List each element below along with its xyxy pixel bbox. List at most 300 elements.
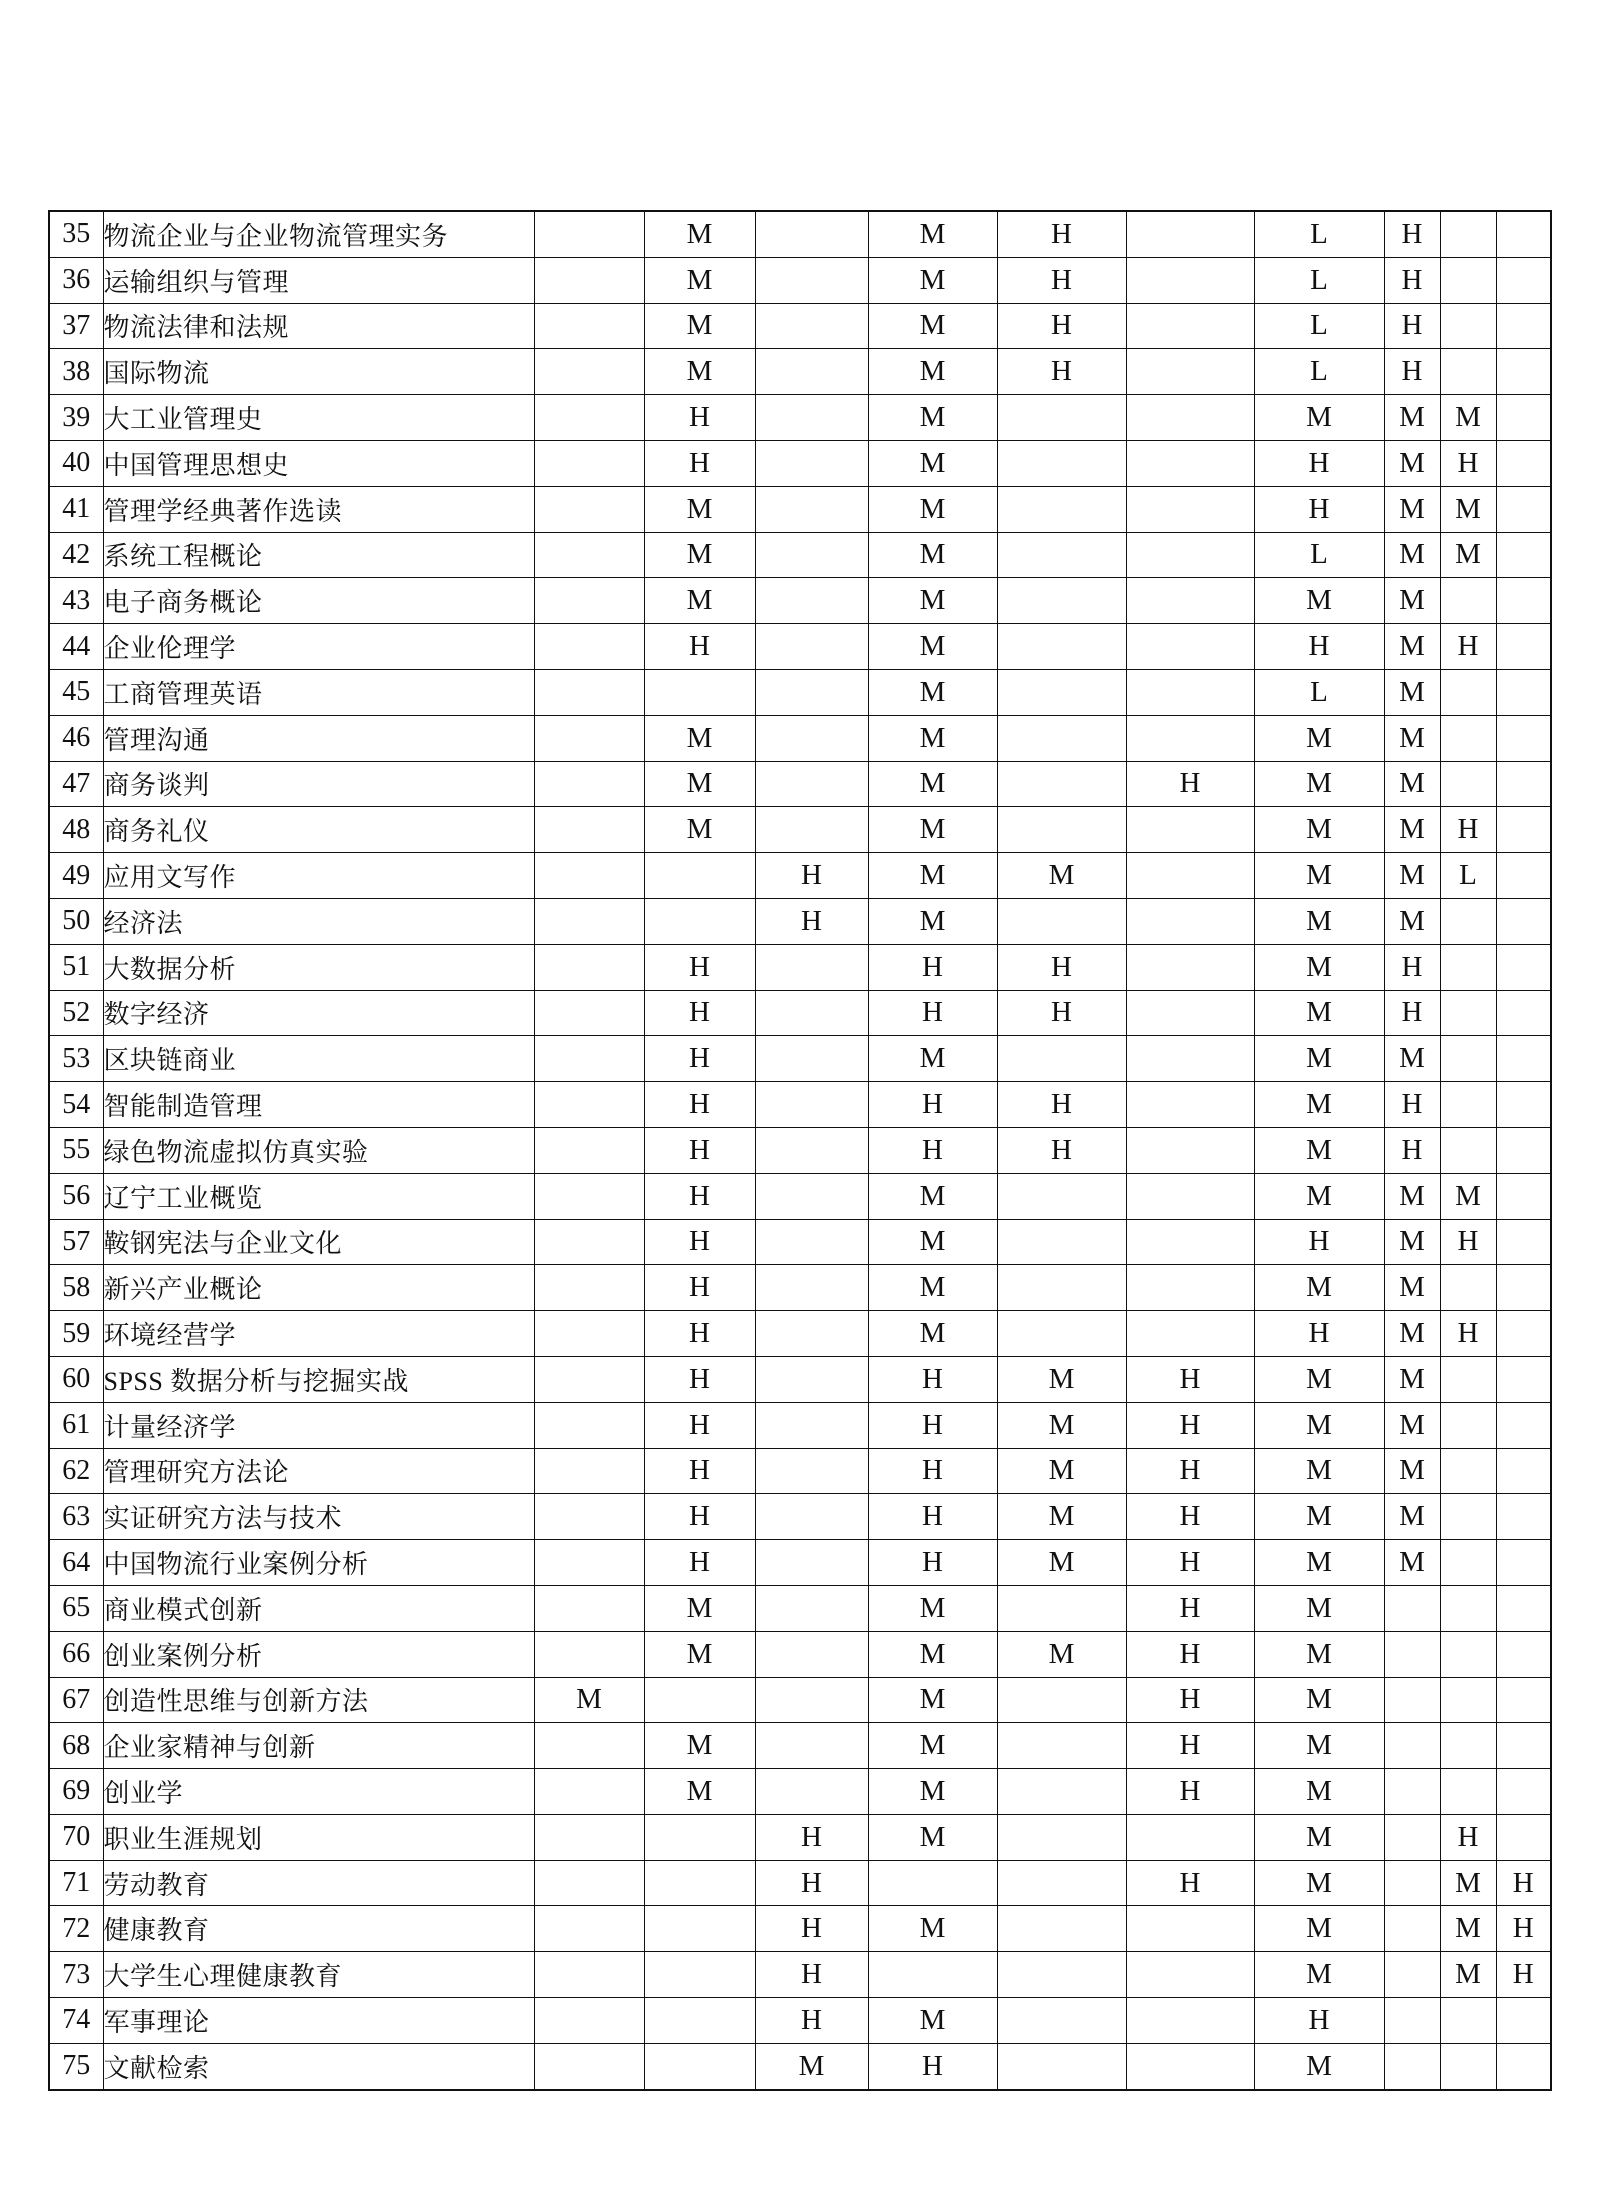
- level-cell: M: [644, 349, 755, 395]
- course-name-cell: 军事理论: [103, 1998, 534, 2044]
- level-cell: [997, 715, 1126, 761]
- row-number-cell: 49: [49, 853, 103, 899]
- level-cell: [997, 1036, 1126, 1082]
- level-cell: [1496, 669, 1551, 715]
- level-cell: H: [1384, 211, 1440, 257]
- level-cell: H: [755, 1814, 868, 1860]
- level-cell: M: [1384, 715, 1440, 761]
- course-name-cell: 物流法律和法规: [103, 303, 534, 349]
- level-cell: [1496, 1494, 1551, 1540]
- level-cell: [1126, 715, 1254, 761]
- level-cell: H: [1254, 624, 1384, 670]
- level-cell: M: [1254, 578, 1384, 624]
- level-cell: [1496, 1631, 1551, 1677]
- level-cell: [1126, 1952, 1254, 1998]
- table-row: [49, 1814, 1551, 1860]
- level-cell: M: [1384, 1219, 1440, 1265]
- course-name-cell: 电子商务概论: [103, 578, 534, 624]
- level-cell: [868, 1860, 997, 1906]
- course-name-cell: 商务礼仪: [103, 807, 534, 853]
- level-cell: H: [1384, 1082, 1440, 1128]
- table-row: [49, 1311, 1551, 1357]
- level-cell: [997, 1952, 1126, 1998]
- course-name-cell: 经济法: [103, 898, 534, 944]
- row-number-cell: 46: [49, 715, 103, 761]
- level-cell: [997, 1173, 1126, 1219]
- level-cell: [644, 1677, 755, 1723]
- row-number-cell: 36: [49, 257, 103, 303]
- level-cell: [997, 1860, 1126, 1906]
- level-cell: H: [997, 257, 1126, 303]
- level-cell: [1384, 1677, 1440, 1723]
- level-cell: [1126, 2043, 1254, 2089]
- row-number-cell: 56: [49, 1173, 103, 1219]
- level-cell: [755, 1723, 868, 1769]
- level-cell: M: [868, 1036, 997, 1082]
- table-row: [49, 1998, 1551, 2044]
- row-number-cell: 41: [49, 486, 103, 532]
- table-row: [49, 1127, 1551, 1173]
- level-cell: H: [1254, 1998, 1384, 2044]
- level-cell: [1440, 1448, 1496, 1494]
- table-row: [49, 349, 1551, 395]
- level-cell: H: [1384, 303, 1440, 349]
- row-number-cell: 51: [49, 944, 103, 990]
- level-cell: [534, 1952, 644, 1998]
- level-cell: M: [644, 1585, 755, 1631]
- level-cell: M: [1384, 761, 1440, 807]
- table-row: [49, 303, 1551, 349]
- level-cell: M: [868, 898, 997, 944]
- level-cell: [868, 1952, 997, 1998]
- table-row: [49, 669, 1551, 715]
- level-cell: [997, 1998, 1126, 2044]
- level-cell: M: [997, 1631, 1126, 1677]
- level-cell: H: [1384, 944, 1440, 990]
- level-cell: [1496, 1356, 1551, 1402]
- level-cell: [1126, 578, 1254, 624]
- row-number-cell: 74: [49, 1998, 103, 2044]
- level-cell: H: [644, 1265, 755, 1311]
- table-row: [49, 1906, 1551, 1952]
- level-cell: [1496, 2043, 1551, 2089]
- level-cell: [1126, 1311, 1254, 1357]
- level-cell: H: [1126, 1723, 1254, 1769]
- row-number-cell: 71: [49, 1860, 103, 1906]
- level-cell: M: [1254, 1906, 1384, 1952]
- table-row: [49, 1219, 1551, 1265]
- level-cell: H: [997, 990, 1126, 1036]
- level-cell: [1384, 1723, 1440, 1769]
- level-cell: [755, 669, 868, 715]
- level-cell: M: [1440, 395, 1496, 441]
- level-cell: M: [1254, 1677, 1384, 1723]
- level-cell: M: [1384, 440, 1440, 486]
- table-row: [49, 578, 1551, 624]
- level-cell: [534, 211, 644, 257]
- course-name-cell: 企业伦理学: [103, 624, 534, 670]
- level-cell: H: [1126, 1448, 1254, 1494]
- level-cell: H: [868, 1082, 997, 1128]
- row-number-cell: 35: [49, 211, 103, 257]
- row-number-cell: 73: [49, 1952, 103, 1998]
- level-cell: L: [1254, 669, 1384, 715]
- row-number-cell: 55: [49, 1127, 103, 1173]
- level-cell: [755, 1219, 868, 1265]
- level-cell: H: [868, 1494, 997, 1540]
- level-cell: [1440, 990, 1496, 1036]
- course-name-cell: 商务谈判: [103, 761, 534, 807]
- table-sheet: [48, 210, 1552, 2091]
- row-number-cell: 67: [49, 1677, 103, 1723]
- level-cell: M: [644, 486, 755, 532]
- level-cell: M: [868, 1173, 997, 1219]
- level-cell: M: [1384, 669, 1440, 715]
- level-cell: H: [1254, 440, 1384, 486]
- level-cell: [755, 532, 868, 578]
- level-cell: [1496, 1448, 1551, 1494]
- table-row: [49, 1173, 1551, 1219]
- level-cell: [534, 807, 644, 853]
- level-cell: H: [997, 349, 1126, 395]
- level-cell: M: [1254, 1448, 1384, 1494]
- level-cell: M: [868, 1723, 997, 1769]
- level-cell: [997, 1723, 1126, 1769]
- level-cell: [755, 257, 868, 303]
- level-cell: H: [644, 1127, 755, 1173]
- level-cell: M: [1254, 898, 1384, 944]
- table-row: [49, 395, 1551, 441]
- row-number-cell: 66: [49, 1631, 103, 1677]
- level-cell: [534, 1173, 644, 1219]
- row-number-cell: 69: [49, 1769, 103, 1815]
- level-cell: [644, 1906, 755, 1952]
- level-cell: H: [1126, 1356, 1254, 1402]
- level-cell: [1440, 2043, 1496, 2089]
- level-cell: [1440, 1494, 1496, 1540]
- table-row: [49, 257, 1551, 303]
- level-cell: [534, 1540, 644, 1586]
- row-number-cell: 53: [49, 1036, 103, 1082]
- level-cell: [1126, 1127, 1254, 1173]
- level-cell: [534, 578, 644, 624]
- level-cell: M: [868, 1311, 997, 1357]
- level-cell: [997, 2043, 1126, 2089]
- level-cell: [534, 303, 644, 349]
- level-cell: [534, 1814, 644, 1860]
- level-cell: [1440, 1356, 1496, 1402]
- level-cell: M: [1254, 761, 1384, 807]
- level-cell: [1126, 669, 1254, 715]
- level-cell: H: [644, 1540, 755, 1586]
- level-cell: M: [1254, 1402, 1384, 1448]
- level-cell: M: [1254, 1082, 1384, 1128]
- level-cell: [755, 578, 868, 624]
- level-cell: [997, 669, 1126, 715]
- table-row: [49, 1540, 1551, 1586]
- level-cell: M: [644, 807, 755, 853]
- table-row: [49, 1723, 1551, 1769]
- level-cell: [1126, 303, 1254, 349]
- level-cell: [1384, 1998, 1440, 2044]
- level-cell: [1126, 624, 1254, 670]
- level-cell: H: [755, 1998, 868, 2044]
- level-cell: H: [644, 1494, 755, 1540]
- level-cell: [1126, 807, 1254, 853]
- level-cell: M: [1254, 1127, 1384, 1173]
- level-cell: [1496, 761, 1551, 807]
- level-cell: [644, 669, 755, 715]
- level-cell: M: [1254, 715, 1384, 761]
- table-row: [49, 990, 1551, 1036]
- level-cell: M: [644, 1723, 755, 1769]
- course-name-cell: 区块链商业: [103, 1036, 534, 1082]
- level-cell: M: [644, 578, 755, 624]
- level-cell: [755, 1540, 868, 1586]
- level-cell: H: [868, 990, 997, 1036]
- level-cell: [534, 1998, 644, 2044]
- level-cell: H: [755, 898, 868, 944]
- row-number-cell: 63: [49, 1494, 103, 1540]
- level-cell: [1496, 853, 1551, 899]
- level-cell: M: [644, 715, 755, 761]
- level-cell: [1126, 395, 1254, 441]
- level-cell: H: [1254, 1311, 1384, 1357]
- level-cell: M: [1254, 1769, 1384, 1815]
- level-cell: [1496, 898, 1551, 944]
- row-number-cell: 57: [49, 1219, 103, 1265]
- level-cell: [997, 1769, 1126, 1815]
- level-cell: H: [1496, 1860, 1551, 1906]
- level-cell: M: [868, 440, 997, 486]
- level-cell: M: [1254, 1631, 1384, 1677]
- row-number-cell: 43: [49, 578, 103, 624]
- level-cell: [997, 395, 1126, 441]
- table-row: [49, 1769, 1551, 1815]
- level-cell: H: [1126, 1631, 1254, 1677]
- level-cell: [997, 532, 1126, 578]
- level-cell: [997, 807, 1126, 853]
- level-cell: H: [1126, 1494, 1254, 1540]
- level-cell: H: [644, 1219, 755, 1265]
- level-cell: [755, 1585, 868, 1631]
- level-cell: M: [868, 1585, 997, 1631]
- level-cell: [1496, 944, 1551, 990]
- level-cell: [1126, 1906, 1254, 1952]
- level-cell: M: [868, 578, 997, 624]
- level-cell: M: [868, 257, 997, 303]
- level-cell: [755, 944, 868, 990]
- level-cell: M: [1384, 486, 1440, 532]
- level-cell: [997, 578, 1126, 624]
- level-cell: [534, 349, 644, 395]
- level-cell: [755, 990, 868, 1036]
- level-cell: [1496, 1723, 1551, 1769]
- level-cell: H: [868, 944, 997, 990]
- level-cell: H: [1126, 1860, 1254, 1906]
- level-cell: H: [644, 624, 755, 670]
- level-cell: [755, 440, 868, 486]
- level-cell: H: [1126, 761, 1254, 807]
- level-cell: M: [1254, 1723, 1384, 1769]
- level-cell: H: [1126, 1769, 1254, 1815]
- level-cell: [534, 624, 644, 670]
- level-cell: [1126, 486, 1254, 532]
- level-cell: H: [868, 1448, 997, 1494]
- level-cell: [534, 1402, 644, 1448]
- level-cell: M: [868, 1219, 997, 1265]
- level-cell: [534, 1631, 644, 1677]
- level-cell: [1496, 990, 1551, 1036]
- level-cell: [755, 1036, 868, 1082]
- level-cell: [1440, 761, 1496, 807]
- level-cell: H: [755, 1860, 868, 1906]
- table-row: [49, 532, 1551, 578]
- level-cell: [1126, 211, 1254, 257]
- level-cell: M: [1384, 578, 1440, 624]
- level-cell: [1496, 1127, 1551, 1173]
- level-cell: H: [997, 1082, 1126, 1128]
- level-cell: M: [1254, 1265, 1384, 1311]
- level-cell: [1496, 807, 1551, 853]
- level-cell: M: [868, 395, 997, 441]
- table-row: [49, 1494, 1551, 1540]
- level-cell: L: [1254, 211, 1384, 257]
- level-cell: M: [1384, 1036, 1440, 1082]
- table-row: [49, 1631, 1551, 1677]
- level-cell: M: [868, 1265, 997, 1311]
- row-number-cell: 54: [49, 1082, 103, 1128]
- level-cell: [534, 1585, 644, 1631]
- level-cell: M: [1254, 2043, 1384, 2089]
- level-cell: [997, 761, 1126, 807]
- level-cell: M: [1384, 1494, 1440, 1540]
- level-cell: M: [868, 715, 997, 761]
- level-cell: M: [868, 1631, 997, 1677]
- level-cell: [1496, 1036, 1551, 1082]
- level-cell: [1496, 1219, 1551, 1265]
- level-cell: H: [755, 1906, 868, 1952]
- level-cell: [1384, 1860, 1440, 1906]
- level-cell: [1496, 1998, 1551, 2044]
- level-cell: [1126, 1082, 1254, 1128]
- level-cell: [1126, 990, 1254, 1036]
- level-cell: L: [1254, 532, 1384, 578]
- level-cell: [1496, 440, 1551, 486]
- level-cell: [534, 1265, 644, 1311]
- course-name-cell: 运输组织与管理: [103, 257, 534, 303]
- level-cell: M: [644, 761, 755, 807]
- row-number-cell: 42: [49, 532, 103, 578]
- row-number-cell: 39: [49, 395, 103, 441]
- level-cell: M: [868, 1998, 997, 2044]
- level-cell: M: [1254, 1860, 1384, 1906]
- level-cell: [755, 1402, 868, 1448]
- level-cell: [534, 2043, 644, 2089]
- level-cell: [1440, 578, 1496, 624]
- level-cell: [534, 1082, 644, 1128]
- table-body: [49, 211, 1551, 2090]
- level-cell: H: [644, 944, 755, 990]
- level-cell: L: [1440, 853, 1496, 899]
- level-cell: [534, 761, 644, 807]
- row-number-cell: 37: [49, 303, 103, 349]
- row-number-cell: 64: [49, 1540, 103, 1586]
- level-cell: [1496, 624, 1551, 670]
- level-cell: M: [644, 303, 755, 349]
- level-cell: [755, 349, 868, 395]
- level-cell: M: [1254, 944, 1384, 990]
- level-cell: M: [868, 532, 997, 578]
- level-cell: M: [1384, 807, 1440, 853]
- level-cell: M: [1254, 1173, 1384, 1219]
- level-cell: [1496, 349, 1551, 395]
- level-cell: [755, 807, 868, 853]
- level-cell: [1496, 395, 1551, 441]
- level-cell: L: [1254, 257, 1384, 303]
- level-cell: [1440, 1127, 1496, 1173]
- table-row: [49, 1356, 1551, 1402]
- level-cell: M: [755, 2043, 868, 2089]
- level-cell: [755, 211, 868, 257]
- level-cell: H: [1496, 1952, 1551, 1998]
- level-cell: M: [644, 1631, 755, 1677]
- level-cell: M: [534, 1677, 644, 1723]
- table-row: [49, 1585, 1551, 1631]
- level-cell: M: [868, 303, 997, 349]
- level-cell: [1126, 1814, 1254, 1860]
- level-cell: M: [1384, 624, 1440, 670]
- course-name-cell: 实证研究方法与技术: [103, 1494, 534, 1540]
- level-cell: [1440, 303, 1496, 349]
- course-name-cell: 智能制造管理: [103, 1082, 534, 1128]
- level-cell: [755, 1631, 868, 1677]
- level-cell: [644, 1998, 755, 2044]
- level-cell: M: [644, 257, 755, 303]
- level-cell: M: [1384, 395, 1440, 441]
- course-name-cell: 环境经营学: [103, 1311, 534, 1357]
- table-row: [49, 1036, 1551, 1082]
- level-cell: [534, 1494, 644, 1540]
- level-cell: [997, 1814, 1126, 1860]
- level-cell: [997, 1219, 1126, 1265]
- course-name-cell: 文献检索: [103, 2043, 534, 2089]
- level-cell: H: [644, 1448, 755, 1494]
- level-cell: [534, 395, 644, 441]
- level-cell: [997, 1265, 1126, 1311]
- level-cell: [1496, 1173, 1551, 1219]
- level-cell: [1440, 1723, 1496, 1769]
- level-cell: L: [1254, 349, 1384, 395]
- level-cell: [1440, 1082, 1496, 1128]
- course-name-cell: 创业学: [103, 1769, 534, 1815]
- course-name-cell: 中国管理思想史: [103, 440, 534, 486]
- level-cell: [1440, 349, 1496, 395]
- level-cell: [1496, 1677, 1551, 1723]
- row-number-cell: 48: [49, 807, 103, 853]
- course-name-cell: 系统工程概论: [103, 532, 534, 578]
- level-cell: [534, 532, 644, 578]
- level-cell: H: [997, 211, 1126, 257]
- level-cell: [1384, 1952, 1440, 1998]
- course-name-cell: 管理研究方法论: [103, 1448, 534, 1494]
- table-row: [49, 944, 1551, 990]
- table-row: [49, 1677, 1551, 1723]
- level-cell: [1440, 715, 1496, 761]
- course-name-cell: 数字经济: [103, 990, 534, 1036]
- level-cell: M: [644, 1769, 755, 1815]
- table-row: [49, 1448, 1551, 1494]
